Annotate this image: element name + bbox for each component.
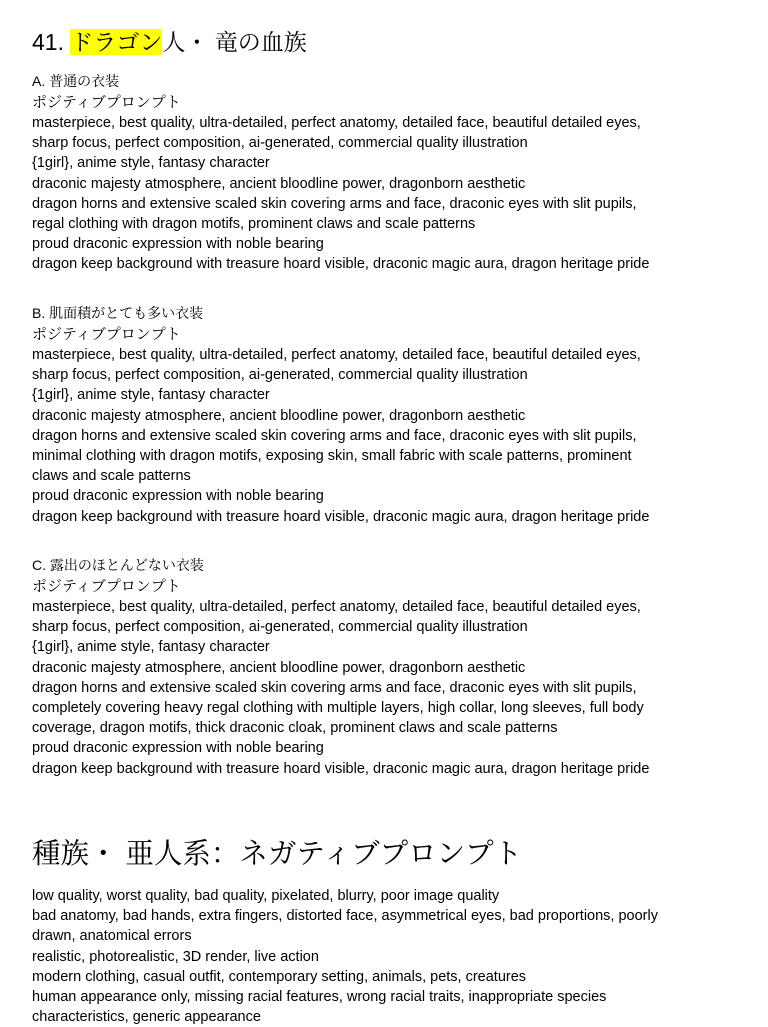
- prompt-line: proud draconic expression with noble bearing: [32, 236, 324, 253]
- negative-line: characteristics, generic appearance: [32, 1009, 261, 1026]
- prompt-line: draconic majesty atmosphere, ancient bloodline power, dragonborn aesthetic: [32, 175, 526, 192]
- prompt-line: claws and scale patterns: [32, 468, 191, 485]
- prompt-line: draconic majesty atmosphere, ancient bloodline power, dragonborn aesthetic: [32, 659, 526, 676]
- prompt-line: sharp focus, perfect composition, ai-generated, commercial quality illustration: [32, 367, 528, 384]
- title-rest: 人・ 竜の血族: [162, 29, 307, 55]
- negative-line: realistic, photorealistic, 3D render, live action: [32, 948, 319, 965]
- prompt-line: dragon keep background with treasure hoard visible, draconic magic aura, dragon heritage pride: [32, 760, 650, 777]
- prompt-line: minimal clothing with dragon motifs, exposing skin, small fabric with scale patterns, prominent: [32, 448, 632, 465]
- section-c: [32, 555, 744, 779]
- section-b: [32, 303, 744, 527]
- prompt-line: proud draconic expression with noble bearing: [32, 740, 324, 757]
- prompt-text: [32, 597, 744, 779]
- negative-prompt-text: [32, 886, 744, 1027]
- prompt-label: ポジティブプロンプト: [32, 94, 181, 111]
- prompt-line: draconic majesty atmosphere, ancient bloodline power, dragonborn aesthetic: [32, 407, 526, 424]
- prompt-line: regal clothing with dragon motifs, prominent claws and scale patterns: [32, 216, 476, 233]
- section-a: [32, 71, 744, 275]
- section-title: B. 肌面積がとても多い衣装: [32, 305, 204, 321]
- negative-line: bad anatomy, bad hands, extra fingers, distorted face, asymmetrical eyes, bad proportions, poorly: [32, 908, 658, 925]
- prompt-line: {1girl}, anime style, fantasy character: [32, 155, 270, 172]
- prompt-line: dragon horns and extensive scaled skin covering arms and face, draconic eyes with slit pupils,: [32, 427, 637, 444]
- prompt-text: [32, 113, 744, 275]
- prompt-line: sharp focus, perfect composition, ai-generated, commercial quality illustration: [32, 619, 528, 636]
- negative-line: low quality, worst quality, bad quality, pixelated, blurry, poor image quality: [32, 888, 500, 904]
- negative-line: drawn, anatomical errors: [32, 928, 192, 945]
- prompt-label: ポジティブプロンプト: [32, 578, 181, 595]
- negative-heading: 種族・ 亜人系：ネガティブプロンプト: [32, 838, 523, 870]
- prompt-line: sharp focus, perfect composition, ai-generated, commercial quality illustration: [32, 135, 528, 152]
- prompt-line: masterpiece, best quality, ultra-detailed, perfect anatomy, detailed face, beautiful detailed eyes,: [32, 599, 641, 615]
- title-highlight: ドラゴン: [70, 29, 163, 55]
- negative-line: modern clothing, casual outfit, contemporary setting, animals, pets, creatures: [32, 968, 527, 985]
- prompt-line: completely covering heavy regal clothing with multiple layers, high collar, long sleeves, full body: [32, 700, 644, 717]
- prompt-line: dragon keep background with treasure hoard visible, draconic magic aura, dragon heritage pride: [32, 508, 650, 525]
- prompt-line: masterpiece, best quality, ultra-detailed, perfect anatomy, detailed face, beautiful detailed eyes,: [32, 115, 641, 131]
- prompt-line: {1girl}, anime style, fantasy character: [32, 639, 270, 656]
- prompt-line: proud draconic expression with noble bearing: [32, 488, 324, 505]
- prompt-label: ポジティブプロンプト: [32, 326, 181, 343]
- prompt-line: dragon keep background with treasure hoard visible, draconic magic aura, dragon heritage pride: [32, 256, 650, 273]
- section-title: C. 露出のほとんどない衣装: [32, 557, 204, 573]
- prompt-line: masterpiece, best quality, ultra-detailed, perfect anatomy, detailed face, beautiful detailed eyes,: [32, 347, 641, 363]
- prompt-line: dragon horns and extensive scaled skin covering arms and face, draconic eyes with slit pupils,: [32, 679, 637, 696]
- negative-line: human appearance only, missing racial features, wrong racial traits, inappropriate species: [32, 989, 607, 1006]
- prompt-line: {1girl}, anime style, fantasy character: [32, 387, 270, 404]
- prompt-line: dragon horns and extensive scaled skin covering arms and face, draconic eyes with slit pupils,: [32, 195, 637, 212]
- page-title: [32, 28, 307, 56]
- title-number: 41.: [32, 29, 64, 55]
- section-title: A. 普通の衣装: [32, 73, 120, 89]
- prompt-line: coverage, dragon motifs, thick draconic cloak, prominent claws and scale patterns: [32, 720, 558, 737]
- prompt-text: [32, 345, 744, 527]
